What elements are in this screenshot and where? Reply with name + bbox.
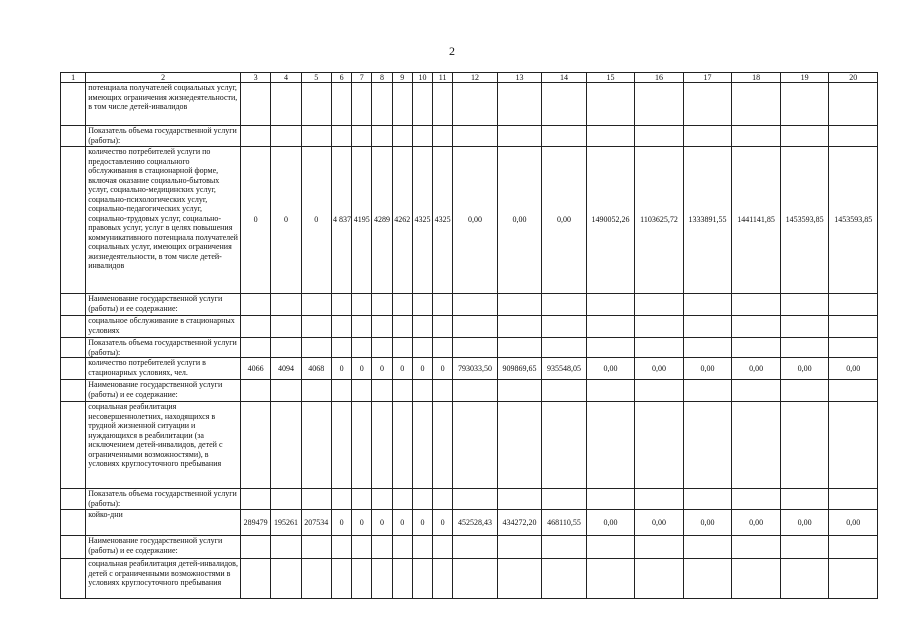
value-cell (453, 338, 497, 358)
value-cell (331, 380, 351, 402)
value-cell: 0 (412, 358, 432, 380)
value-cell (240, 489, 270, 510)
row-label: социальная реабилитация несовершеннолетних, находящихся в трудной жизненной ситуации и нуждающихся в реабилитации (за исключением детей-инвалидов, детей с ограниченными возможностями), в условиях круглосуточного пребывания (86, 402, 241, 489)
value-cell: 0 (433, 358, 453, 380)
value-cell (780, 536, 829, 559)
value-cell (635, 294, 684, 316)
column-header: 13 (497, 73, 541, 83)
value-cell (271, 536, 301, 559)
value-cell: 0,00 (586, 510, 635, 536)
value-cell (497, 536, 541, 559)
value-cell (372, 83, 392, 126)
value-cell (780, 126, 829, 147)
column-header: 4 (271, 73, 301, 83)
row-number-cell (61, 536, 86, 559)
value-cell (271, 338, 301, 358)
value-cell: 0,00 (683, 358, 732, 380)
value-cell (732, 316, 781, 338)
value-cell (301, 83, 331, 126)
value-cell (352, 536, 372, 559)
value-cell (271, 294, 301, 316)
value-cell: 1441141,85 (732, 147, 781, 294)
table-row (61, 358, 878, 380)
value-cell: 0 (433, 510, 453, 536)
row-label: количество потребителей услуги по предоставлению социального обслуживания в стационарной форме, включая оказание социально-бытовых услуг, социально-медицинских услуг, социально-психологических услуг, социально-педагогических услуг, социально-трудовых услуг, социально-правовых услуг, услуг в целях повышения коммуникативного потенциала получателей социальных услуг, имеющих ограничения жизнедеятельности, в том числе детей-инвалидов (86, 147, 241, 294)
row-label: Наименование государственной услуги (работы) и ее содержание: (86, 380, 241, 402)
value-cell (542, 559, 586, 599)
value-cell (352, 338, 372, 358)
value-cell: 468110,55 (542, 510, 586, 536)
column-header: 10 (412, 73, 432, 83)
value-cell (352, 489, 372, 510)
value-cell (372, 294, 392, 316)
value-cell (542, 83, 586, 126)
value-cell: 4262 (392, 147, 412, 294)
value-cell: 0,00 (829, 510, 878, 536)
value-cell: 0 (392, 358, 412, 380)
value-cell: 935548,05 (542, 358, 586, 380)
value-cell (271, 489, 301, 510)
value-cell (732, 536, 781, 559)
value-cell (453, 294, 497, 316)
value-cell: 0 (372, 358, 392, 380)
value-cell (586, 294, 635, 316)
column-header: 11 (433, 73, 453, 83)
row-number-cell (61, 510, 86, 536)
value-cell (372, 126, 392, 147)
value-cell (240, 402, 270, 489)
value-cell: 0 (372, 510, 392, 536)
value-cell: 0,00 (829, 358, 878, 380)
value-cell (635, 536, 684, 559)
value-cell (683, 380, 732, 402)
row-number-cell (61, 402, 86, 489)
table-row (61, 380, 878, 402)
page-number: 2 (449, 44, 455, 58)
value-cell (586, 489, 635, 510)
value-cell (542, 536, 586, 559)
value-cell (732, 338, 781, 358)
value-cell: 0,00 (732, 358, 781, 380)
column-header: 3 (240, 73, 270, 83)
value-cell (352, 380, 372, 402)
value-cell (301, 536, 331, 559)
table-row (61, 126, 878, 147)
value-cell: 0 (331, 358, 351, 380)
value-cell (240, 83, 270, 126)
value-cell: 4066 (240, 358, 270, 380)
column-header: 12 (453, 73, 497, 83)
value-cell (453, 489, 497, 510)
value-cell (732, 489, 781, 510)
value-cell (240, 126, 270, 147)
value-cell (683, 402, 732, 489)
value-cell (829, 83, 878, 126)
value-cell (352, 559, 372, 599)
column-header: 18 (732, 73, 781, 83)
value-cell (586, 316, 635, 338)
column-header: 6 (331, 73, 351, 83)
value-cell (433, 536, 453, 559)
value-cell: 0,00 (780, 358, 829, 380)
value-cell (240, 536, 270, 559)
value-cell (352, 316, 372, 338)
value-cell (635, 83, 684, 126)
value-cell (301, 316, 331, 338)
row-label: Показатель объема государственной услуги (работы): (86, 338, 241, 358)
value-cell (240, 338, 270, 358)
value-cell (240, 380, 270, 402)
value-cell (683, 338, 732, 358)
column-header: 15 (586, 73, 635, 83)
value-cell: 4325 (433, 147, 453, 294)
value-cell (240, 316, 270, 338)
value-cell (542, 489, 586, 510)
value-cell (683, 126, 732, 147)
row-number-cell (61, 83, 86, 126)
value-cell: 4325 (412, 147, 432, 294)
value-cell (352, 294, 372, 316)
row-number-cell (61, 316, 86, 338)
value-cell: 0 (392, 510, 412, 536)
value-cell (331, 489, 351, 510)
table-row (61, 147, 878, 294)
value-cell (412, 338, 432, 358)
value-cell (392, 126, 412, 147)
value-cell (433, 338, 453, 358)
value-cell: 0,00 (635, 510, 684, 536)
value-cell: 0,00 (497, 147, 541, 294)
value-cell: 909869,65 (497, 358, 541, 380)
value-cell: 0 (301, 147, 331, 294)
value-cell: 0,00 (586, 358, 635, 380)
row-number-cell (61, 358, 86, 380)
value-cell (301, 380, 331, 402)
value-cell (586, 559, 635, 599)
table-row (61, 510, 878, 536)
value-cell (392, 83, 412, 126)
value-cell (392, 402, 412, 489)
value-cell (453, 126, 497, 147)
value-cell (271, 559, 301, 599)
value-cell: 0 (240, 147, 270, 294)
value-cell (780, 338, 829, 358)
value-cell (433, 316, 453, 338)
value-cell (412, 536, 432, 559)
value-cell (433, 380, 453, 402)
value-cell (352, 402, 372, 489)
value-cell (453, 402, 497, 489)
value-cell (497, 338, 541, 358)
row-label: количество потребителей услуги в стационарных условиях, чел. (86, 358, 241, 380)
value-cell (453, 536, 497, 559)
value-cell (497, 402, 541, 489)
value-cell (412, 83, 432, 126)
value-cell (392, 338, 412, 358)
value-cell (331, 294, 351, 316)
value-cell (433, 402, 453, 489)
column-header: 19 (780, 73, 829, 83)
row-number-cell (61, 559, 86, 599)
column-header: 16 (635, 73, 684, 83)
table-row (61, 536, 878, 559)
value-cell (829, 536, 878, 559)
column-header: 7 (352, 73, 372, 83)
value-cell (683, 294, 732, 316)
value-cell (683, 316, 732, 338)
value-cell (331, 316, 351, 338)
header-row (61, 73, 878, 83)
value-cell (780, 380, 829, 402)
value-cell (331, 338, 351, 358)
value-cell (586, 536, 635, 559)
value-cell (453, 316, 497, 338)
value-cell: 4068 (301, 358, 331, 380)
value-cell (453, 380, 497, 402)
value-cell (635, 316, 684, 338)
value-cell (271, 402, 301, 489)
value-cell (412, 559, 432, 599)
table-body (61, 73, 878, 599)
value-cell (412, 294, 432, 316)
value-cell (372, 338, 392, 358)
value-cell (453, 83, 497, 126)
value-cell (780, 316, 829, 338)
value-cell (412, 316, 432, 338)
value-cell (586, 338, 635, 358)
value-cell (453, 559, 497, 599)
value-cell (433, 294, 453, 316)
value-cell (331, 559, 351, 599)
value-cell (542, 338, 586, 358)
value-cell (732, 559, 781, 599)
data-table (60, 72, 878, 599)
row-number-cell (61, 489, 86, 510)
value-cell (271, 316, 301, 338)
value-cell (372, 380, 392, 402)
value-cell: 1490052,26 (586, 147, 635, 294)
value-cell (586, 380, 635, 402)
row-number-cell (61, 380, 86, 402)
row-label: Наименование государственной услуги (работы) и ее содержание: (86, 536, 241, 559)
value-cell: 452528,43 (453, 510, 497, 536)
column-header: 14 (542, 73, 586, 83)
value-cell (586, 83, 635, 126)
value-cell (542, 294, 586, 316)
value-cell (372, 536, 392, 559)
value-cell (392, 559, 412, 599)
column-header: 9 (392, 73, 412, 83)
value-cell (497, 83, 541, 126)
value-cell (683, 536, 732, 559)
column-header: 1 (61, 73, 86, 83)
value-cell (372, 316, 392, 338)
value-cell (829, 402, 878, 489)
value-cell: 4195 (352, 147, 372, 294)
value-cell (352, 83, 372, 126)
value-cell (829, 338, 878, 358)
value-cell (732, 126, 781, 147)
column-header: 20 (829, 73, 878, 83)
value-cell (542, 316, 586, 338)
value-cell: 0,00 (542, 147, 586, 294)
value-cell (352, 126, 372, 147)
value-cell (301, 402, 331, 489)
value-cell (433, 559, 453, 599)
value-cell (829, 489, 878, 510)
value-cell (392, 316, 412, 338)
value-cell (635, 489, 684, 510)
value-cell (301, 559, 331, 599)
value-cell: 1103625,72 (635, 147, 684, 294)
value-cell (829, 380, 878, 402)
value-cell (542, 126, 586, 147)
value-cell (412, 126, 432, 147)
value-cell (433, 83, 453, 126)
table-row (61, 338, 878, 358)
value-cell (392, 380, 412, 402)
value-cell: 1333891,55 (683, 147, 732, 294)
row-label: социальное обслуживание в стационарных условиях (86, 316, 241, 338)
value-cell (412, 402, 432, 489)
value-cell (635, 338, 684, 358)
value-cell (635, 380, 684, 402)
value-cell (271, 83, 301, 126)
value-cell (240, 559, 270, 599)
value-cell (392, 536, 412, 559)
table-row (61, 83, 878, 126)
value-cell (412, 380, 432, 402)
value-cell: 0,00 (683, 510, 732, 536)
value-cell (392, 294, 412, 316)
value-cell: 0,00 (732, 510, 781, 536)
value-cell: 0 (412, 510, 432, 536)
value-cell: 1453593,85 (829, 147, 878, 294)
value-cell: 0 (331, 510, 351, 536)
value-cell (271, 126, 301, 147)
table-row (61, 294, 878, 316)
value-cell: 195261 (271, 510, 301, 536)
value-cell (497, 559, 541, 599)
value-cell: 0 (271, 147, 301, 294)
value-cell (635, 559, 684, 599)
table-row (61, 489, 878, 510)
column-header: 17 (683, 73, 732, 83)
value-cell (240, 294, 270, 316)
value-cell (433, 489, 453, 510)
value-cell (301, 126, 331, 147)
value-cell: 793033,50 (453, 358, 497, 380)
value-cell (732, 380, 781, 402)
value-cell: 4094 (271, 358, 301, 380)
value-cell (829, 126, 878, 147)
row-number-cell (61, 126, 86, 147)
value-cell (635, 126, 684, 147)
value-cell (372, 402, 392, 489)
value-cell (372, 489, 392, 510)
value-cell (301, 489, 331, 510)
row-number-cell (61, 147, 86, 294)
table-row (61, 316, 878, 338)
value-cell (780, 559, 829, 599)
value-cell (732, 83, 781, 126)
value-cell (586, 402, 635, 489)
value-cell (683, 83, 732, 126)
value-cell (780, 294, 829, 316)
value-cell (732, 402, 781, 489)
row-label: потенциала получателей социальных услуг, имеющих ограничения жизнедеятельности, в том числе детей-инвалидов (86, 83, 241, 126)
value-cell (331, 402, 351, 489)
value-cell (497, 294, 541, 316)
row-label: Наименование государственной услуги (работы) и ее содержание: (86, 294, 241, 316)
value-cell: 0,00 (635, 358, 684, 380)
value-cell (780, 402, 829, 489)
row-label: Показатель объема государственной услуги (работы): (86, 126, 241, 147)
value-cell: 0 (352, 510, 372, 536)
value-cell (683, 559, 732, 599)
value-cell (331, 536, 351, 559)
value-cell (683, 489, 732, 510)
value-cell (301, 294, 331, 316)
value-cell: 1453593,85 (780, 147, 829, 294)
value-cell (331, 83, 351, 126)
table-row (61, 402, 878, 489)
value-cell: 0,00 (453, 147, 497, 294)
value-cell: 0 (352, 358, 372, 380)
value-cell (635, 402, 684, 489)
column-header: 2 (86, 73, 241, 83)
value-cell (497, 380, 541, 402)
value-cell (372, 559, 392, 599)
row-label: Показатель объема государственной услуги (работы): (86, 489, 241, 510)
value-cell (392, 489, 412, 510)
row-label: социальная реабилитация детей-инвалидов, детей с ограниченными возможностями в условиях круглосуточного пребывания (86, 559, 241, 599)
value-cell: 0,00 (780, 510, 829, 536)
value-cell (271, 380, 301, 402)
row-label: койко-дни (86, 510, 241, 536)
value-cell (412, 489, 432, 510)
value-cell (542, 380, 586, 402)
value-cell (497, 316, 541, 338)
column-header: 8 (372, 73, 392, 83)
value-cell (433, 126, 453, 147)
row-number-cell (61, 338, 86, 358)
value-cell (301, 338, 331, 358)
value-cell (829, 294, 878, 316)
value-cell: 434272,20 (497, 510, 541, 536)
value-cell (829, 559, 878, 599)
value-cell (497, 489, 541, 510)
value-cell (331, 126, 351, 147)
value-cell (497, 126, 541, 147)
value-cell (732, 294, 781, 316)
row-number-cell (61, 294, 86, 316)
value-cell: 4 837 (331, 147, 351, 294)
column-header: 5 (301, 73, 331, 83)
value-cell: 4289 (372, 147, 392, 294)
table-row (61, 559, 878, 599)
value-cell (829, 316, 878, 338)
value-cell (780, 489, 829, 510)
value-cell (542, 402, 586, 489)
value-cell: 289479 (240, 510, 270, 536)
value-cell: 207534 (301, 510, 331, 536)
value-cell (586, 126, 635, 147)
value-cell (780, 83, 829, 126)
